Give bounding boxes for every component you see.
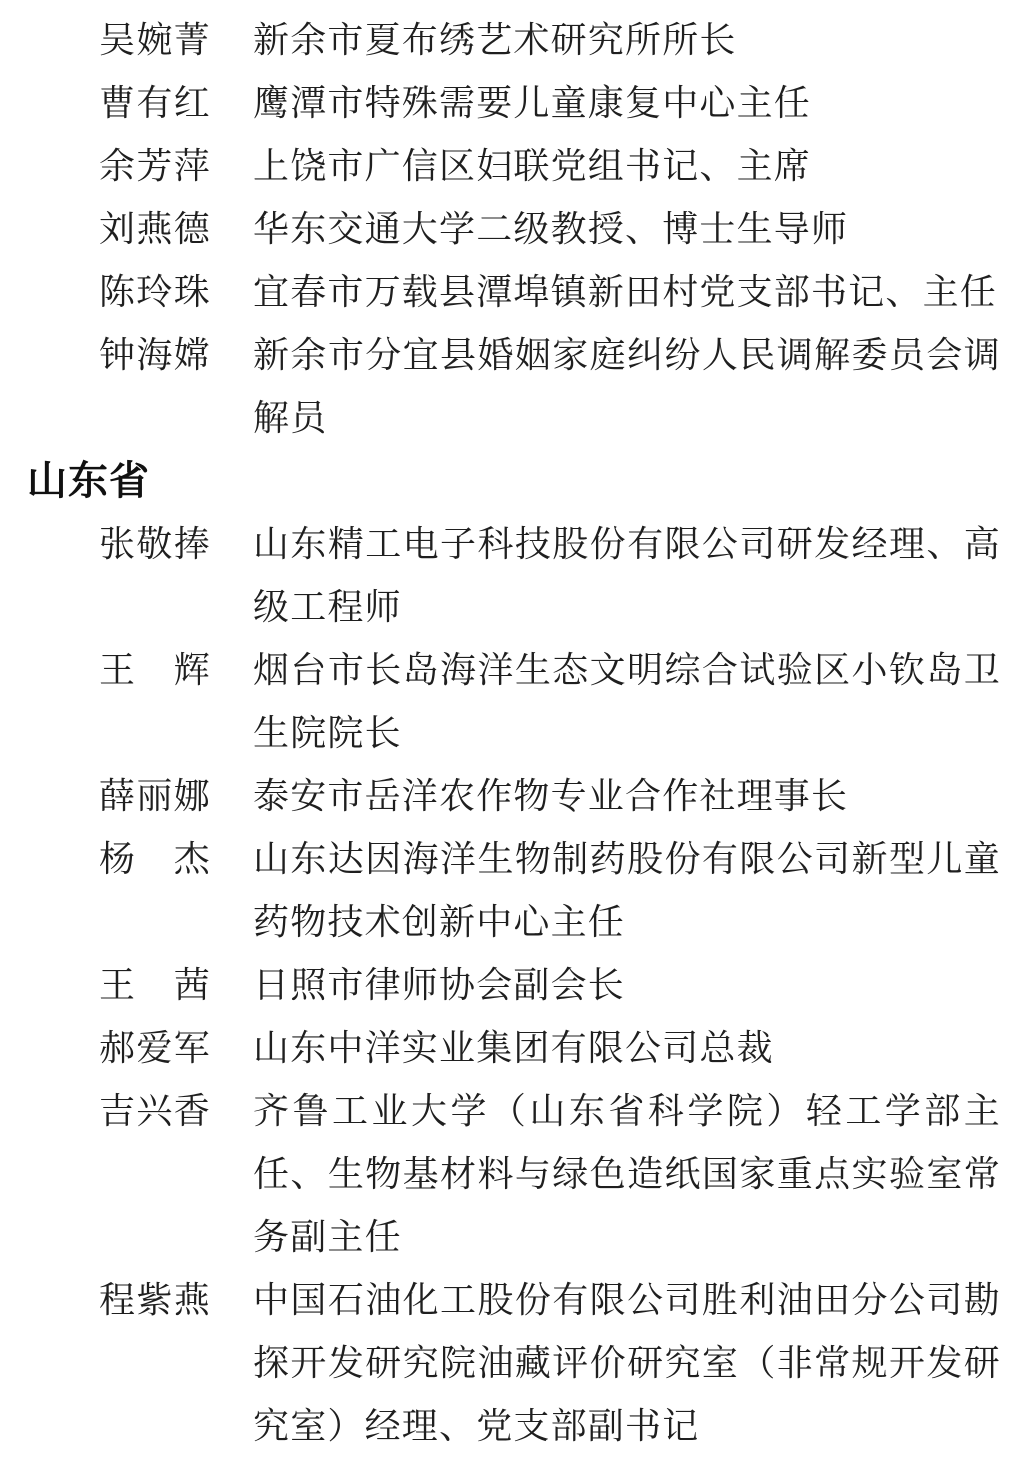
entry-row — [99, 9, 1025, 72]
person-name: 郝爱军 — [99, 1028, 211, 1068]
person-title: 中国石油化工股份有限公司胜利油田分公司勘探开发研究院油藏评价研究室（非常规开发研究室）经理、党支部副书记 — [253, 1280, 1001, 1446]
province-header: 山东省 — [27, 459, 150, 503]
entry-row — [99, 1017, 1025, 1080]
person-title: 山东精工电子科技股份有限公司研发经理、高级工程师 — [253, 524, 1001, 627]
person-name: 杨杰 — [99, 839, 211, 879]
person-title: 烟台市长岛海洋生态文明综合试验区小钦岛卫生院院长 — [253, 650, 1001, 753]
person-name: 曹有红 — [99, 83, 211, 123]
person-name: 陈玲珠 — [99, 272, 211, 312]
person-title: 上饶市广信区妇联党组书记、主席 — [253, 146, 812, 186]
entry-row — [99, 135, 1025, 198]
person-name: 吴婉菁 — [99, 20, 211, 60]
person-title: 日照市律师协会副会长 — [253, 965, 626, 1005]
person-title: 新余市夏布绣艺术研究所所长 — [253, 20, 737, 60]
entry-row — [99, 954, 1025, 1017]
person-title: 华东交通大学二级教授、博士生导师 — [253, 209, 849, 249]
person-name: 王茜 — [99, 965, 211, 1005]
person-title: 山东中洋实业集团有限公司总裁 — [253, 1028, 774, 1068]
person-name: 薛丽娜 — [99, 776, 211, 816]
person-title: 齐鲁工业大学（山东省科学院）轻工学部主任、生物基材料与绿色造纸国家重点实验室常务副主任 — [253, 1091, 1001, 1257]
entry-row — [99, 198, 1025, 261]
person-name: 吉兴香 — [99, 1091, 211, 1131]
person-title: 宜春市万载县潭埠镇新田村党支部书记、主任 — [253, 272, 998, 312]
person-name: 王辉 — [99, 650, 211, 690]
entry-row — [99, 1080, 1025, 1269]
person-title: 新余市分宜县婚姻家庭纠纷人民调解委员会调解员 — [253, 335, 1001, 438]
entry-row — [99, 324, 1025, 450]
person-title: 鹰潭市特殊需要儿童康复中心主任 — [253, 83, 812, 123]
entry-row — [99, 72, 1025, 135]
person-title: 山东达因海洋生物制药股份有限公司新型儿童药物技术创新中心主任 — [253, 839, 1001, 942]
entry-row — [99, 513, 1025, 639]
person-name: 程紫燕 — [99, 1280, 211, 1320]
person-name: 余芳萍 — [99, 146, 211, 186]
person-title: 泰安市岳洋农作物专业合作社理事长 — [253, 776, 849, 816]
entry-row — [99, 1269, 1025, 1458]
person-name: 张敬捧 — [99, 524, 211, 564]
entry-row — [99, 765, 1025, 828]
person-name: 刘燕德 — [99, 209, 211, 249]
entry-row — [99, 828, 1025, 954]
entry-row — [99, 639, 1025, 765]
entry-row — [99, 261, 1025, 324]
person-name: 钟海嫦 — [99, 335, 211, 375]
